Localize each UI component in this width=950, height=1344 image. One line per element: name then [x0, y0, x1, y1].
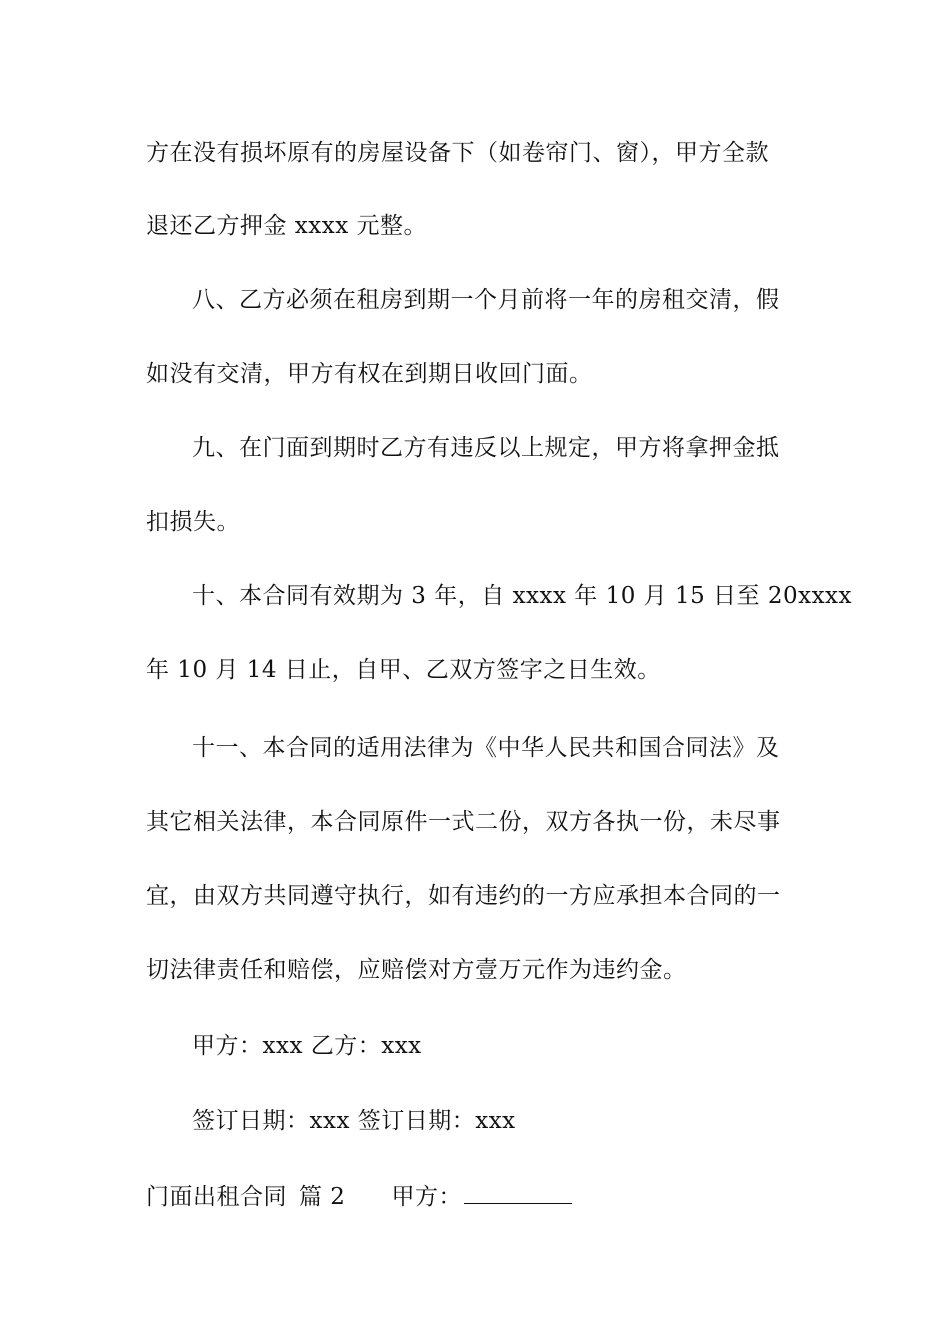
paragraph-line: 扣损失。 [146, 509, 240, 535]
contract-title: 门面出租合同 [146, 1184, 287, 1210]
party-a-blank [464, 1181, 572, 1204]
clause-10-line: 十、本合同有效期为 3 年，自 xxxx 年 10 月 15 日至 20xxxx [192, 583, 853, 609]
clause-9-line: 九、在门面到期时乙方有违反以上规定，甲方将拿押金抵 [192, 435, 780, 461]
party-signature-line: 甲方：xxx 乙方：xxx [192, 1033, 422, 1059]
paragraph-line: 退还乙方押金 xxxx 元整。 [146, 213, 428, 239]
paragraph-line: 方在没有损坏原有的房屋设备下（如卷帘门、窗），甲方全款 [146, 140, 769, 166]
clause-11-line: 十一、本合同的适用法律为《中华人民共和国合同法》及 [192, 735, 780, 761]
paragraph-line: 其它相关法律，本合同原件一式二份，双方各执一份，未尽事 [146, 809, 781, 835]
paragraph-line: 宜，由双方共同遵守执行，如有违约的一方应承担本合同的一 [146, 883, 781, 909]
paragraph-line: 如没有交清，甲方有权在到期日收回门面。 [146, 361, 593, 387]
paragraph-line: 切法律责任和赔偿，应赔偿对方壹万元作为违约金。 [146, 957, 687, 983]
sign-date-line: 签订日期：xxx 签订日期：xxx [192, 1108, 516, 1134]
next-contract-header [146, 1181, 572, 1212]
party-a-label: 甲方： [391, 1184, 462, 1210]
paragraph-line: 年 10 月 14 日止，自甲、乙双方签字之日生效。 [146, 657, 661, 683]
clause-8-line: 八、乙方必须在租房到期一个月前将一年的房租交清，假 [192, 287, 780, 313]
contract-section: 篇 2 [299, 1184, 346, 1210]
